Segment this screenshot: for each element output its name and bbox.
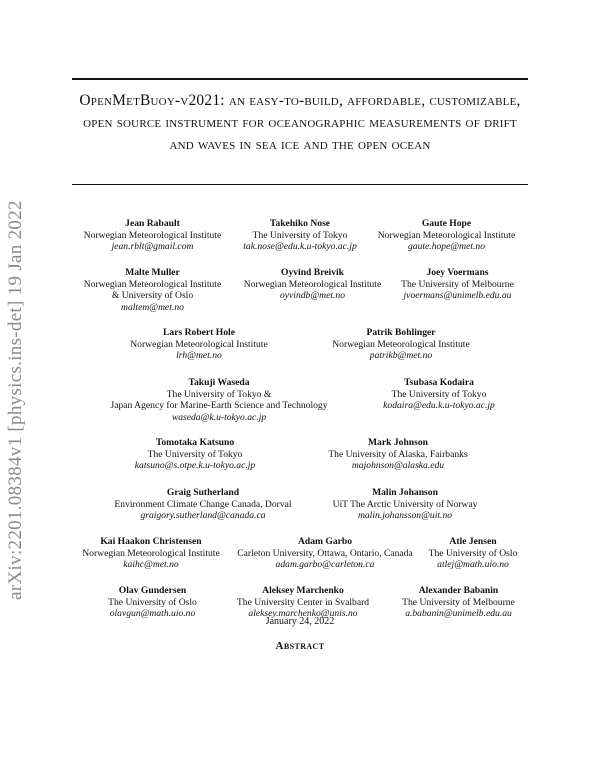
author-affiliation: The University of Oslo	[108, 596, 197, 608]
author-block	[104, 377, 334, 423]
author-affiliation: The University of Tokyo &	[166, 388, 272, 400]
author-name: Tomotaka Katsuno	[155, 437, 235, 448]
author-affiliation: The University of Tokyo	[391, 388, 487, 400]
author-block	[80, 267, 225, 313]
author-block	[364, 377, 514, 412]
author-name: Takuji Waseda	[188, 377, 250, 388]
author-affiliation: The University Center in Svalbard	[236, 596, 370, 608]
author-affiliation: Norwegian Meteorological Institute	[83, 278, 222, 290]
author-email[interactable]: oyvindb@met.no	[279, 290, 346, 302]
author-affiliation: Environment Climate Change Canada, Dorval	[114, 498, 292, 510]
author-affiliation: Carleton University, Ottawa, Ontario, Canada	[237, 547, 413, 559]
author-email[interactable]: adam.garbo@carleton.ca	[275, 559, 375, 571]
author-email[interactable]: malin.johansson@uit.no	[357, 510, 453, 522]
author-affiliation: The University of Oslo	[428, 547, 518, 559]
author-email[interactable]: majohnson@alaska.edu	[351, 460, 445, 472]
publication-date: January 24, 2022	[265, 616, 335, 627]
author-name: Oyvind Breivik	[281, 267, 344, 278]
author-affiliation: The University of Tokyo	[252, 229, 348, 241]
author-email[interactable]: aleksey.marchenko@unis.no	[248, 608, 358, 620]
author-email[interactable]: graigory.sutherland@canada.ca	[140, 510, 266, 522]
author-affiliation: Norwegian Meteorological Institute	[82, 547, 220, 559]
author-name: Kai Haakon Christensen	[100, 536, 202, 547]
author-name: Joey Voermans	[426, 267, 489, 278]
author-email[interactable]: a.babanin@unimelb.edu.au	[405, 608, 512, 620]
author-name: Takehiko Nose	[269, 218, 331, 229]
author-block	[76, 536, 226, 571]
author-name: Malin Johanson	[372, 487, 438, 498]
author-affiliation: The University of Melbourne	[402, 596, 515, 608]
author-email[interactable]: waseda@k.u-tokyo.ac.jp	[171, 411, 267, 423]
author-email[interactable]: jean.rblt@gmail.com	[111, 241, 194, 253]
author-email[interactable]: kaihc@met.no	[123, 559, 179, 571]
author-email[interactable]: maltem@met.no	[121, 301, 184, 313]
author-block	[230, 218, 370, 253]
arxiv-sidebar	[0, 190, 32, 610]
author-name: Aleksey Marchenko	[262, 585, 344, 596]
author-block	[420, 536, 526, 571]
author-block	[386, 585, 531, 620]
title-top-rule	[72, 78, 528, 80]
author-affiliation: Japan Agency for Marine-Earth Science and Technology	[110, 400, 328, 412]
author-name: Mark Johnson	[368, 437, 428, 448]
author-email[interactable]: atlej@math.uio.no	[437, 559, 509, 571]
author-affiliation: Norwegian Meteorological Institute	[83, 229, 222, 241]
author-email[interactable]: lrh@met.no	[176, 350, 222, 362]
author-block	[80, 218, 225, 253]
author-affiliation: & University of Oslo	[111, 290, 194, 302]
author-name: Atle Jensen	[449, 536, 497, 547]
author-block	[218, 585, 388, 620]
author-block	[230, 536, 420, 571]
author-block	[374, 218, 519, 253]
abstract-heading: Abstract	[275, 640, 325, 652]
author-block	[80, 585, 225, 620]
author-block	[124, 327, 274, 362]
author-name: Jean Rabault	[125, 218, 180, 229]
author-name: Lars Robert Hole	[163, 327, 235, 338]
author-email[interactable]: olavgun@math.uio.no	[109, 608, 196, 620]
author-block	[320, 487, 490, 522]
author-affiliation: The University of Alaska, Fairbanks	[328, 448, 468, 460]
author-name: Olav Gundersen	[118, 585, 187, 596]
author-affiliation: Norwegian Meteorological Institute	[377, 229, 516, 241]
author-affiliation: Norwegian Meteorological Institute	[243, 278, 382, 290]
author-affiliation: The University of Tokyo	[147, 448, 243, 460]
author-block	[390, 267, 525, 302]
author-affiliation: The University of Melbourne	[401, 278, 514, 290]
author-block	[318, 437, 478, 472]
author-block	[326, 327, 476, 362]
author-block	[108, 487, 298, 522]
author-affiliation: Norwegian Meteorological Institute	[130, 338, 268, 350]
arxiv-identifier: arXiv:2201.08384v1 [physics.ins-det] 19 Jan 2022	[5, 200, 26, 600]
author-name: Adam Garbo	[297, 536, 353, 547]
author-name: Tsubasa Kodaira	[404, 377, 474, 388]
author-email[interactable]: jvoermans@unimelb.edu.au	[403, 290, 512, 302]
author-block	[120, 437, 270, 472]
author-email[interactable]: gaute.hope@met.no	[407, 241, 486, 253]
title-bottom-rule	[72, 184, 528, 185]
paper-title: OpenMetBuoy-v2021: an easy-to-build, affordable, customizable, open source instrument for oceanographic measurements of drift and waves in sea ice and the open ocean	[79, 92, 521, 153]
author-email[interactable]: tak.nose@edu.k.u-tokyo.ac.jp	[243, 241, 357, 253]
author-name: Gaute Hope	[421, 218, 472, 229]
author-email[interactable]: patrikb@met.no	[369, 350, 433, 362]
author-name: Patrik Bohlinger	[366, 327, 436, 338]
author-email[interactable]: katsuno@s.otpe.k.u-tokyo.ac.jp	[134, 460, 256, 472]
author-name: Malte Muller	[125, 267, 180, 278]
author-block	[240, 267, 385, 302]
author-email[interactable]: kodaira@edu.k.u-tokyo.ac.jp	[383, 400, 495, 412]
author-affiliation: Norwegian Meteorological Institute	[332, 338, 470, 350]
author-affiliation: UiT The Arctic University of Norway	[332, 498, 478, 510]
author-name: Graig Sutherland	[166, 487, 240, 498]
author-name: Alexander Babanin	[418, 585, 499, 596]
